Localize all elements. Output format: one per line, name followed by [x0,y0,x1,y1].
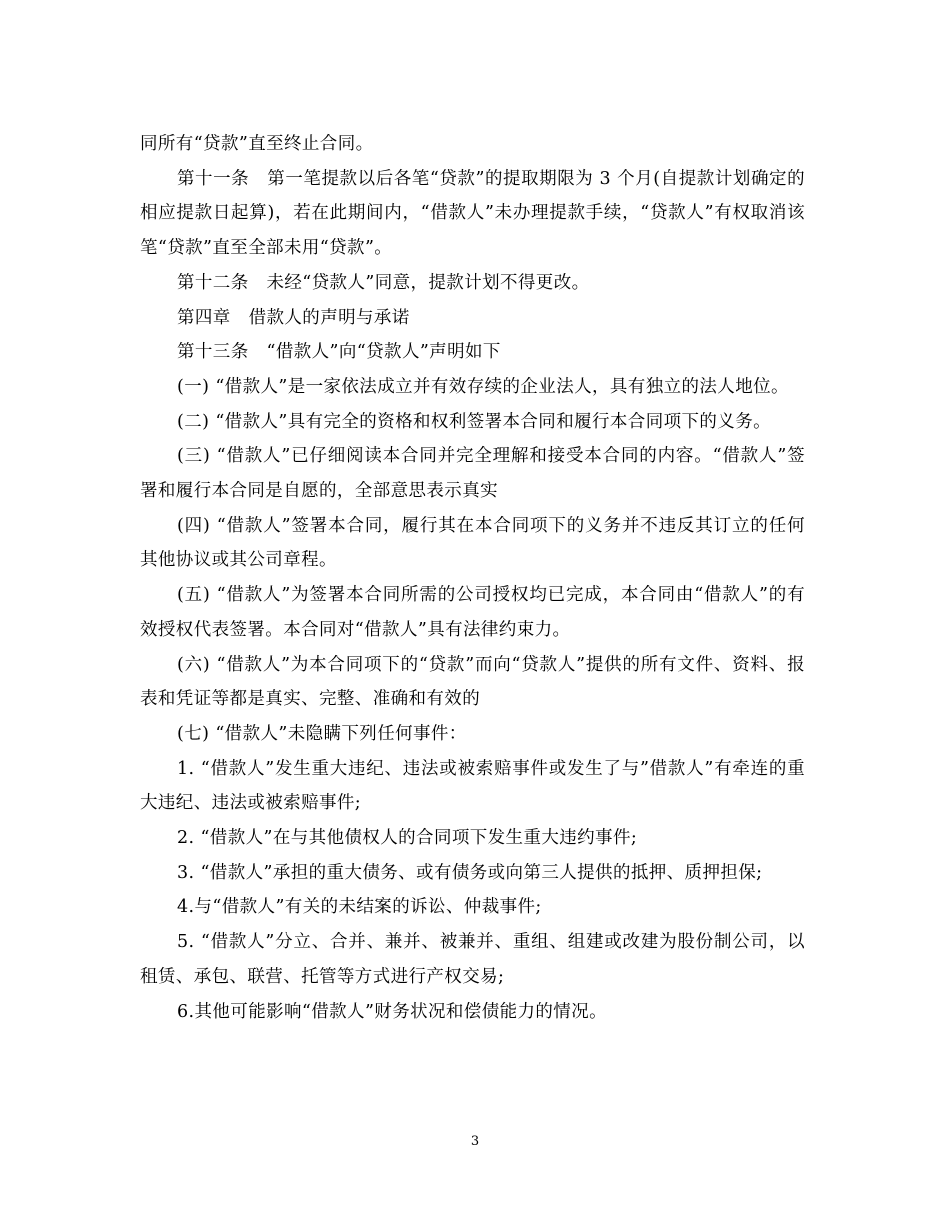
chapter-4-heading: 第四章 借款人的声明与承诺 [177,307,410,328]
statement-item-1: (一) “借款人”是一家依法成立并有效存续的企业法人，具有独立的法人地位。 [177,376,789,397]
statement-item-5: (五) “借款人”为签署本合同所需的公司授权均已完成，本合同由“借款人”的有效授权代表签署。本合同对“借款人”具有法律约束力。 [140,585,805,640]
event-item-4: 4.与“借款人”有关的未结案的诉讼、仲裁事件; [177,897,542,918]
paragraph-contract-continuation: 同所有“贷款”直至终止合同。 [140,134,374,154]
statement-item-6: (六) “借款人”为本合同项下的“贷款”而向“贷款人”提供的所有文件、资料、报表和凭证等都是真实、完整、准确和有效的 [140,654,805,710]
document-body [140,127,805,1029]
paragraph-article-13: 第十三条 “借款人”向“贷款人”声明如下 [177,342,501,363]
paragraph-article-11: 第十一条 第一笔提款以后各笔“贷款”的提取期限为 3 个月(自提款计划确定的相应提款日起算)，若在此期间内，“借款人”未办理提款手续，“贷款人”有权取消该笔“贷款”直至全部未用“贷款”。 [140,168,805,259]
statement-item-2: (二) “借款人”具有完全的资格和权利签署本合同和履行本合同项下的义务。 [177,411,772,432]
event-item-1: 1. “借款人”发生重大违纪、违法或被索赔事件或发生了与”借款人”有牵连的重大违纪、违法或被索赔事件; [140,758,805,814]
paragraph-article-12: 第十二条 未经“贷款人”同意，提款计划不得更改。 [177,272,590,293]
event-item-3: 3. “借款人”承担的重大债务、或有债务或向第三人提供的抵押、质押担保; [177,862,763,883]
event-item-2: 2. “借款人”在与其他债权人的合同项下发生重大违约事件; [177,828,638,849]
statement-item-7: (七) “借款人”未隐瞒下列任何事件： [177,723,467,744]
event-item-6: 6.其他可能影响“借款人”财务状况和偿债能力的情况。 [177,1001,607,1022]
statement-item-4: (四) “借款人”签署本合同，履行其在本合同项下的义务并不违反其订立的任何其他协议或其公司章程。 [140,515,805,571]
page-number: 3 [470,1134,480,1149]
statement-item-3: (三) “借款人”已仔细阅读本合同并完全理解和接受本合同的内容。“借款人”签署和履行本合同是自愿的，全部意思表示真实 [140,446,805,502]
event-item-5: 5. “借款人”分立、合并、兼并、被兼并、重组、组建或改建为股份制公司，以租赁、承包、联营、托管等方式进行产权交易; [140,932,805,987]
